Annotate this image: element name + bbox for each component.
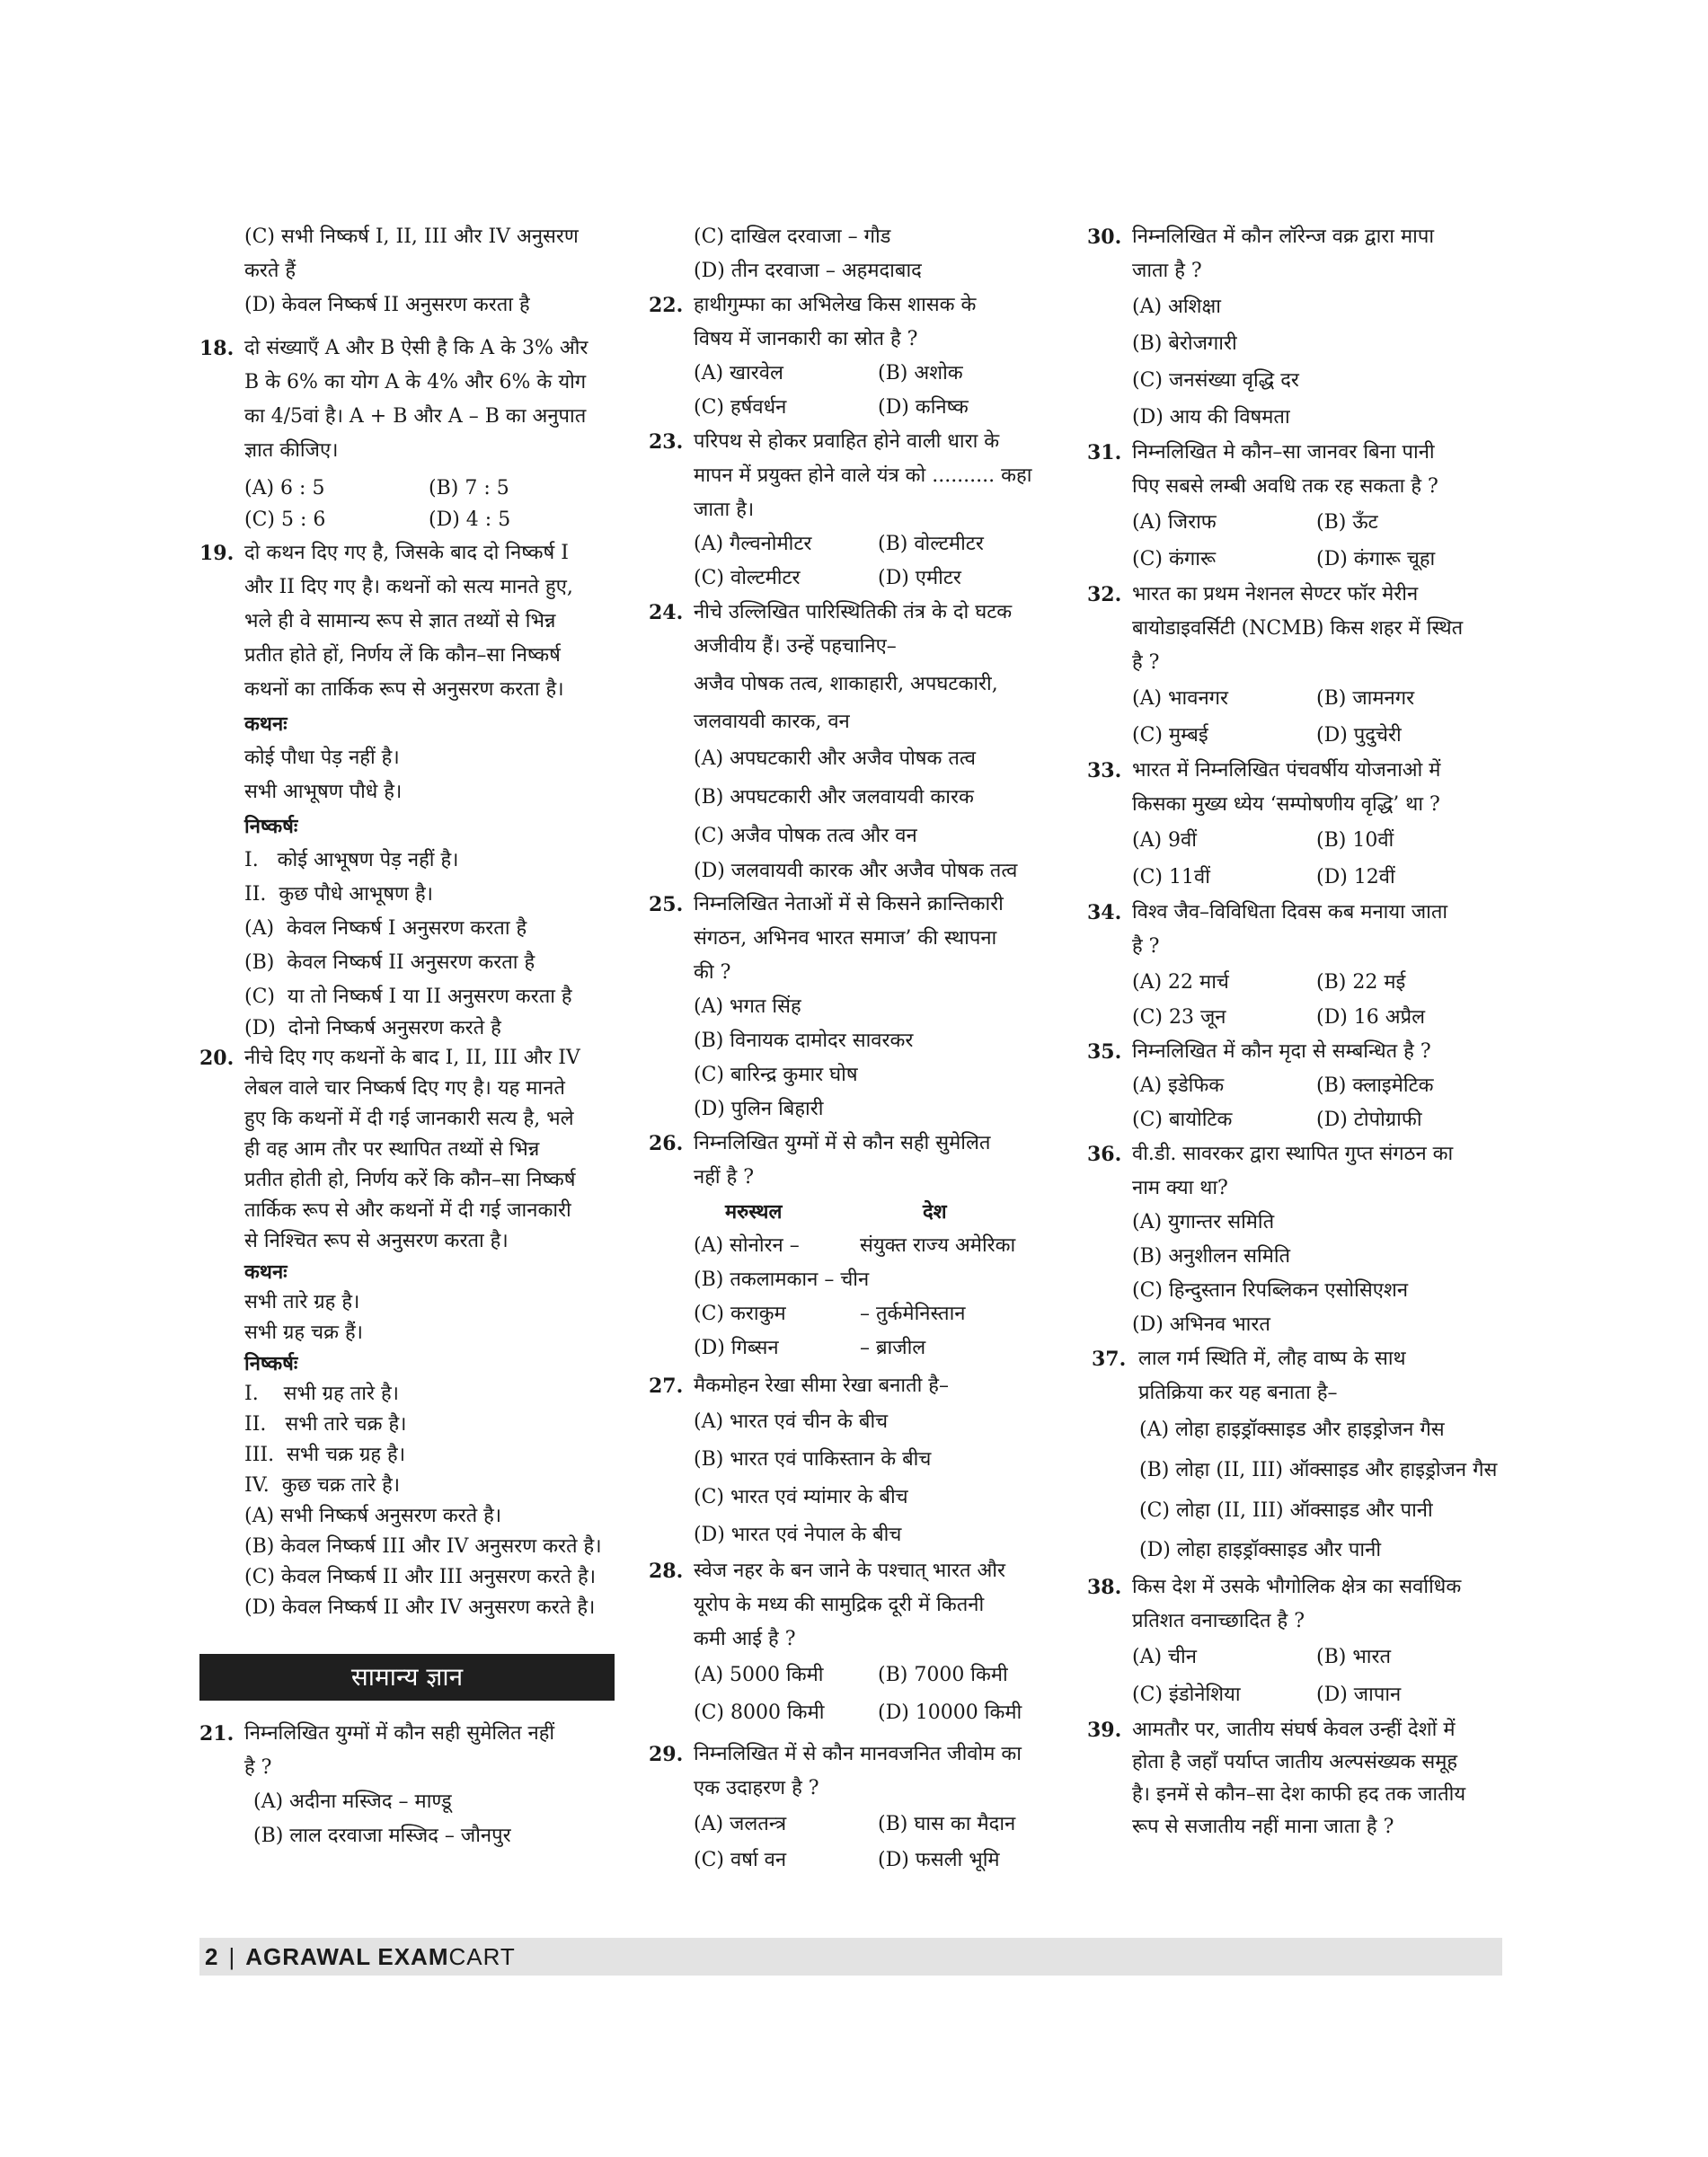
option-b: (B) केवल निष्कर्ष II अनुसरण करता है <box>244 951 535 974</box>
brand-logo-text: EXAM <box>377 1943 449 1970</box>
question-39 <box>1087 1714 1502 1843</box>
question-line: नीचे उल्लिखित पारिस्थितिकी तंत्र के दो घटक <box>694 601 1013 623</box>
option-c: (C) जनसंख्या वृद्धि दर <box>1132 369 1299 392</box>
column-2 <box>649 220 1064 1878</box>
option-row <box>199 506 615 535</box>
question-number: 26. <box>649 1132 684 1155</box>
question-line: बायोडाइवर्सिटी (NCMB) किस शहर में स्थित <box>1132 617 1464 640</box>
question-21 <box>199 1717 615 1785</box>
option-c: (C) लोहा (II, III) ऑक्साइड और पानी <box>1139 1499 1433 1522</box>
option-c: (C) कंगारू <box>1132 548 1217 570</box>
question-19 <box>199 536 615 707</box>
question-line: भारत का प्रथम नेशनल सेण्टर फॉर मेरीन <box>1132 583 1419 606</box>
question-25 <box>649 888 1064 990</box>
option-a: (A) इडेफिक <box>1132 1074 1225 1097</box>
question-number: 21. <box>199 1722 235 1746</box>
option-row <box>1087 680 1502 717</box>
option-b: (B) 7 : 5 <box>429 477 509 499</box>
statement: सभी तारे ग्रह है। <box>244 1291 360 1313</box>
question-line: हुए कि कथनों में दी गई जानकारी सत्य है, भले <box>244 1108 574 1130</box>
question-line: निम्नलिखित मे कौन–सा जानवर बिना पानी <box>1132 441 1435 464</box>
question-line: जाता है। <box>694 499 755 521</box>
column-header: मरुस्थल <box>725 1200 783 1224</box>
question-line: निम्नलिखित में कौन लॉरेन्ज वक्र द्वारा मापा <box>1132 225 1435 248</box>
option-row <box>649 357 1064 391</box>
question-33 <box>1087 754 1502 822</box>
question-29 <box>649 1737 1064 1806</box>
question-line: विषय में जानकारी का स्रोत है ? <box>694 328 918 350</box>
question-line: कमी आई है ? <box>694 1628 796 1650</box>
option-a: (A) जलतन्त्र <box>694 1813 787 1835</box>
brand-logo-text: AGRAWAL <box>245 1943 372 1970</box>
option-b: (B) भारत एवं पाकिस्तान के बीच <box>694 1448 932 1471</box>
option-d: (D) टोपोग्राफी <box>1316 1109 1422 1131</box>
question-line: किसका मुख्य ध्येय ‘सम्पोषणीय वृद्धि’ था ? <box>1132 793 1440 816</box>
question-number: 37. <box>1092 1348 1127 1371</box>
question-22 <box>649 288 1064 357</box>
question-32 <box>1087 578 1502 680</box>
question-line: जलवायवी कारक, वन <box>694 711 850 733</box>
option-a: (A) 5000 किमी <box>694 1664 824 1686</box>
q21-option-d: (D) तीन दरवाजा – अहमदाबाद <box>694 260 922 282</box>
question-line: तार्किक रूप से और कथनों में दी गई जानकारी <box>244 1199 571 1222</box>
question-line: ही वह आम तौर पर स्थापित तथ्यों से भिन्न <box>244 1138 540 1161</box>
question-line: भले ही वे सामान्य रूप से ज्ञात तथ्यों से भिन्न <box>244 610 556 632</box>
option-c: (C) हर्षवर्धन <box>694 396 787 419</box>
pair-right: – तुर्कमेनिस्तान <box>860 1303 966 1325</box>
question-38 <box>1087 1570 1502 1639</box>
option-b: (B) विनायक दामोदर सावरकर <box>694 1030 914 1052</box>
option-d: (D) 4 : 5 <box>429 508 511 531</box>
option-b: (B) जामनगर <box>1316 687 1415 710</box>
option-row <box>649 1843 1064 1878</box>
question-27 <box>649 1369 1064 1403</box>
option-c: (C) 5 : 6 <box>244 508 326 531</box>
option-row <box>649 561 1064 596</box>
option-d: (D) आय की विषमता <box>1132 406 1290 429</box>
option-a: (A) चीन <box>1132 1646 1197 1668</box>
option-row <box>649 1806 1064 1843</box>
question-26 <box>649 1127 1064 1195</box>
question-line: B के 6% का योग A के 4% और 6% के योग <box>244 371 587 393</box>
option-c: (C) या तो निष्कर्ष I या II अनुसरण करता है <box>244 986 572 1008</box>
question-line: की ? <box>694 961 731 984</box>
option-c: (C) अजैव पोषक तत्व और वन <box>694 825 917 847</box>
question-37 <box>1087 1342 1502 1410</box>
question-line: प्रतिशत वनाच्छादित है ? <box>1132 1610 1305 1632</box>
question-line: मापन में प्रयुक्त होने वाले यंत्र को .......... कहा <box>694 464 1032 487</box>
option-row <box>199 472 615 506</box>
question-number: 19. <box>199 542 235 565</box>
option-row <box>1087 1001 1502 1035</box>
option-b: (B) लाल दरवाजा मस्जिद – जौनपुर <box>253 1825 511 1847</box>
question-number: 29. <box>649 1743 684 1766</box>
option-c: (C) केवल निष्कर्ष II और III अनुसरण करते है। <box>244 1566 597 1588</box>
column-3 <box>1087 220 1502 1843</box>
question-36 <box>1087 1137 1502 1206</box>
question-line: लेबल वाले चार निष्कर्ष दिए गए है। यह मानते <box>244 1077 565 1100</box>
pair-left: (B) तकलामकान – चीन <box>694 1269 870 1291</box>
option-d: (D) एमीटर <box>878 567 961 589</box>
option-a: (A) युगान्तर समिति <box>1132 1211 1275 1233</box>
option-c: (C) इंडोनेशिया <box>1132 1684 1241 1706</box>
statements-label: कथनः <box>244 1260 288 1284</box>
question-line: ज्ञात कीजिए। <box>244 439 339 462</box>
question-31 <box>1087 436 1502 504</box>
option-c: (C) 8000 किमी <box>694 1702 825 1724</box>
conclusions-label: निष्कर्षः <box>244 1352 298 1375</box>
question-number: 30. <box>1087 225 1122 249</box>
option-d: (D) लोहा हाइड्रॉक्साइड और पानी <box>1139 1539 1382 1561</box>
option-row <box>1087 964 1502 1001</box>
option-row <box>1087 822 1502 859</box>
option-a: (A) भगत सिंह <box>694 995 801 1018</box>
option-c: (C) बायोटिक <box>1132 1109 1233 1131</box>
pair-row <box>649 1297 1064 1331</box>
question-number: 18. <box>199 337 235 360</box>
conclusion: II. सभी तारे चक्र है। <box>244 1413 407 1436</box>
option-row <box>1087 541 1502 578</box>
question-line: प्रतिक्रिया कर यह बनाता है– <box>1138 1382 1338 1404</box>
option-row <box>649 1657 1064 1694</box>
option-a: (A) खारवेल <box>694 362 783 385</box>
question-line: नाम क्या था? <box>1132 1177 1228 1199</box>
page-footer <box>199 1938 1502 1976</box>
option-d: (D) कनिष्क <box>878 396 969 419</box>
option-a: (A) अदीना मस्जिद – माण्डू <box>253 1790 452 1813</box>
statement: सभी आभूषण पौधे है। <box>244 781 403 803</box>
pair-left: (A) सोनोरन – <box>694 1234 800 1257</box>
question-line: किस देश में उसके भौगोलिक क्षेत्र का सर्वाधिक <box>1132 1576 1462 1598</box>
question-number: 38. <box>1087 1576 1122 1599</box>
option-a: (A) लोहा हाइड्रॉक्साइड और हाइड्रोजन गैस <box>1139 1419 1445 1441</box>
option-a: (A) अशिक्षा <box>1132 296 1221 318</box>
page-number: 2 <box>205 1943 218 1970</box>
question-number: 27. <box>649 1375 684 1398</box>
question-line: आमतौर पर, जातीय संघर्ष केवल उन्हीं देशों में <box>1132 1719 1456 1741</box>
question-number: 22. <box>649 294 684 317</box>
option-b: (B) क्लाइमेटिक <box>1316 1074 1434 1097</box>
option-a: (A) भारत एवं चीन के बीच <box>694 1410 889 1433</box>
option-b: (B) बेरोजगारी <box>1132 332 1237 355</box>
option-a: (A) 9वीं <box>1132 829 1197 852</box>
option-a: (A) गैल्वनोमीटर <box>694 533 812 555</box>
question-number: 39. <box>1087 1719 1122 1742</box>
option-b: (B) 22 मई <box>1316 971 1406 994</box>
option-b: (B) ऊँट <box>1316 511 1378 534</box>
question-line: एक उदाहरण है ? <box>694 1777 819 1799</box>
option-row <box>1087 504 1502 541</box>
question-line: दो कथन दिए गए है, जिसके बाद दो निष्कर्ष I <box>244 542 569 564</box>
column-header: देश <box>923 1200 947 1224</box>
question-line: निम्नलिखित युग्मों में कौन सही सुमेलित नहीं <box>244 1722 555 1745</box>
column-1 <box>199 220 615 1853</box>
option-b: (B) लोहा (II, III) ऑक्साइड और हाइड्रोजन गैस <box>1139 1459 1498 1481</box>
question-number: 35. <box>1087 1040 1122 1064</box>
option-row <box>1087 1103 1502 1137</box>
question-line: है ? <box>1132 651 1160 674</box>
question-number: 24. <box>649 601 684 624</box>
option-b: (B) वोल्टमीटर <box>878 533 984 555</box>
option-d: (D) पुदुचेरी <box>1316 724 1402 747</box>
footer-separator: | <box>228 1943 235 1970</box>
option-b: (B) अपघटकारी और जलवायवी कारक <box>694 786 974 809</box>
question-line: से निश्चित रूप से अनुसरण करता है। <box>244 1230 509 1252</box>
question-line: रूप से सजातीय नहीं माना जाता है ? <box>1132 1816 1394 1838</box>
question-line: निम्नलिखित में से कौन मानवजनित जीवोम का <box>694 1743 1022 1765</box>
question-line: है ? <box>244 1756 272 1779</box>
option-a: (A) 22 मार्च <box>1132 971 1229 994</box>
conclusion: IV. कुछ चक्र तारे है। <box>244 1474 401 1497</box>
q17-option-d: (D) केवल निष्कर्ष II अनुसरण करता है <box>244 294 530 316</box>
option-b: (B) 10वीं <box>1316 829 1394 852</box>
option-row <box>1087 1639 1502 1676</box>
option-a: (A) 6 : 5 <box>244 477 325 499</box>
option-row <box>649 391 1064 425</box>
conclusion: I. सभी ग्रह तारे है। <box>244 1383 400 1405</box>
option-b: (B) अशोक <box>878 362 963 385</box>
question-24 <box>649 596 1064 739</box>
section-banner: सामान्य ज्ञान <box>199 1654 615 1701</box>
question-line: प्रतीत होती हो, निर्णय करें कि कौन–सा निष्कर्ष <box>244 1169 576 1191</box>
question-number: 23. <box>649 430 684 454</box>
question-number: 34. <box>1087 901 1122 924</box>
question-line: और II दिए गए है। कथनों को सत्य मानते हुए, <box>244 576 573 598</box>
question-line: होता है जहाँ पर्याप्त जातीय अल्पसंख्यक समूह <box>1132 1751 1458 1773</box>
option-d: (D) भारत एवं नेपाल के बीच <box>694 1524 902 1546</box>
q21-option-c: (C) दाखिल दरवाजा – गौड <box>694 225 891 248</box>
question-line: है। इनमें से कौन–सा देश काफी हद तक जातीय <box>1132 1783 1466 1806</box>
statements-label: कथनः <box>244 712 288 736</box>
option-row <box>1087 1069 1502 1103</box>
option-c: (C) हिन्दुस्तान रिपब्लिकन एसोसिएशन <box>1132 1279 1409 1302</box>
question-line: स्वेज नहर के बन जाने के पश्चात् भारत और <box>694 1560 1006 1582</box>
question-line: अजैव पोषक तत्व, शाकाहारी, अपघटकारी, <box>694 673 998 695</box>
question-line: प्रतीत होते हों, निर्णय लें कि कौन–सा निष्कर्ष <box>244 644 561 667</box>
option-c: (C) भारत एवं म्यांमार के बीच <box>694 1486 908 1508</box>
pair-row <box>649 1263 1064 1297</box>
option-row <box>649 527 1064 561</box>
option-d: (D) 16 अप्रैल <box>1316 1006 1426 1029</box>
option-a: (A) केवल निष्कर्ष I अनुसरण करता है <box>244 917 527 940</box>
option-a: (A) भावनगर <box>1132 687 1229 710</box>
question-line: अजीवीय हैं। उन्हें पहचानिए– <box>694 635 897 658</box>
question-23 <box>649 425 1064 527</box>
question-number: 28. <box>649 1560 684 1583</box>
option-d: (D) जापान <box>1316 1684 1402 1706</box>
question-28 <box>649 1554 1064 1657</box>
conclusion: I. कोई आभूषण पेड़ नहीं है। <box>244 849 459 871</box>
option-c: (C) 11वीं <box>1132 866 1210 888</box>
option-d: (D) कंगारू चूहा <box>1316 548 1436 570</box>
pair-right: – ब्राजील <box>860 1337 926 1359</box>
option-b: (B) 7000 किमी <box>878 1664 1008 1686</box>
question-18 <box>199 332 615 468</box>
question-line: कथनों का तार्किक रूप से अनुसरण करता है। <box>244 678 564 701</box>
question-line: यूरोप के मध्य की सामुद्रिक दूरी में कितनी <box>694 1594 985 1616</box>
question-line: जाता है ? <box>1132 260 1202 282</box>
option-c: (C) वर्षा वन <box>694 1849 787 1871</box>
option-b: (B) अनुशीलन समिति <box>1132 1245 1291 1268</box>
question-20 <box>199 1043 615 1257</box>
question-line: दो संख्याएँ A और B ऐसी है कि A के 3% और <box>244 337 589 359</box>
question-line: नीचे दिए गए कथनों के बाद I, II, III और IV <box>244 1047 580 1069</box>
option-d: (D) 12वीं <box>1316 866 1395 888</box>
pair-row <box>649 1229 1064 1263</box>
option-d: (D) फसली भूमि <box>878 1849 1000 1871</box>
question-number: 33. <box>1087 759 1122 782</box>
option-c: (C) मुम्बई <box>1132 724 1208 747</box>
question-line: वी.डी. सावरकर द्वारा स्थापित गुप्त संगठन का <box>1132 1143 1454 1165</box>
question-number: 32. <box>1087 583 1122 606</box>
option-a: (A) अपघटकारी और अजैव पोषक तत्व <box>694 747 976 770</box>
option-b: (B) घास का मैदान <box>878 1813 1016 1835</box>
option-d: (D) पुलिन बिहारी <box>694 1098 824 1120</box>
question-line: का 4/5वां है। A + B और A – B का अनुपात <box>244 405 587 428</box>
question-number: 20. <box>199 1047 235 1070</box>
conclusion: III. सभी चक्र ग्रह है। <box>244 1444 406 1466</box>
option-c: (C) बारिन्द्र कुमार घोष <box>694 1064 858 1086</box>
option-row <box>1087 859 1502 896</box>
question-line: संगठन, अभिनव भारत समाज’ की स्थापना <box>694 927 997 950</box>
question-number: 31. <box>1087 441 1122 464</box>
question-number: 25. <box>649 893 684 916</box>
option-d: (D) अभिनव भारत <box>1132 1313 1270 1336</box>
question-35 <box>1087 1035 1502 1069</box>
option-d: (D) 10000 किमी <box>878 1702 1022 1724</box>
question-line: निम्नलिखित नेताओं में से किसने क्रान्तिकारी <box>694 893 1004 915</box>
option-c: (C) 23 जून <box>1132 1006 1226 1029</box>
question-line: पिए सबसे लम्बी अवधि तक रह सकता है ? <box>1132 475 1438 498</box>
option-a: (A) जिराफ <box>1132 511 1217 534</box>
conclusion: II. कुछ पौधे आभूषण है। <box>244 883 433 906</box>
question-line: नहीं है ? <box>694 1166 755 1189</box>
option-d: (D) केवल निष्कर्ष II और IV अनुसरण करते है। <box>244 1596 596 1619</box>
conclusions-label: निष्कर्षः <box>244 815 298 838</box>
pair-right: संयुक्त राज्य अमेरिका <box>860 1234 1016 1257</box>
question-line: है ? <box>1132 935 1160 958</box>
question-line: लाल गर्म स्थिति में, लौह वाष्प के साथ <box>1138 1348 1406 1370</box>
pair-row <box>649 1331 1064 1366</box>
option-b: (B) केवल निष्कर्ष III और IV अनुसरण करते है। <box>244 1535 602 1558</box>
option-row <box>1087 717 1502 754</box>
option-row <box>1087 1676 1502 1714</box>
pair-left: (C) कराकुम <box>694 1303 786 1325</box>
table-header <box>649 1195 1064 1229</box>
statement: सभी ग्रह चक्र हैं। <box>244 1322 363 1344</box>
question-line: निम्नलिखित में कौन मृदा से सम्बन्धित है ? <box>1132 1040 1431 1063</box>
question-line: भारत में निम्नलिखित पंचवर्षीय योजनाओ में <box>1132 759 1441 782</box>
option-row <box>649 1694 1064 1732</box>
pair-left: (D) गिब्सन <box>694 1337 779 1359</box>
question-line: निम्नलिखित युग्मों में से कौन सही सुमेलित <box>694 1132 991 1154</box>
option-b: (B) भारत <box>1316 1646 1392 1668</box>
option-a: (A) सभी निष्कर्ष अनुसरण करते है। <box>244 1505 502 1527</box>
question-number: 36. <box>1087 1143 1122 1166</box>
brand-logo-text: CART <box>448 1943 516 1970</box>
question-line: मैकमोहन रेखा सीमा रेखा बनाती है– <box>694 1375 949 1397</box>
option-c: (C) वोल्टमीटर <box>694 567 801 589</box>
statement: कोई पौधा पेड़ नहीं है। <box>244 747 400 769</box>
question-30 <box>1087 220 1502 288</box>
q17-option-c: (C) सभी निष्कर्ष I, II, III और IV अनुसरण करते हैं <box>244 225 579 282</box>
question-line: हाथीगुम्फा का अभिलेख किस शासक के <box>694 294 977 316</box>
question-line: विश्व जैव–विविधिता दिवस कब मनाया जाता <box>1132 901 1448 924</box>
question-34 <box>1087 896 1502 964</box>
option-d: (D) जलवायवी कारक और अजैव पोषक तत्व <box>694 860 1018 882</box>
option-d: (D) दोनो निष्कर्ष अनुसरण करते है <box>244 1017 501 1039</box>
question-line: परिपथ से होकर प्रवाहित होने वाली धारा के <box>694 430 1000 453</box>
